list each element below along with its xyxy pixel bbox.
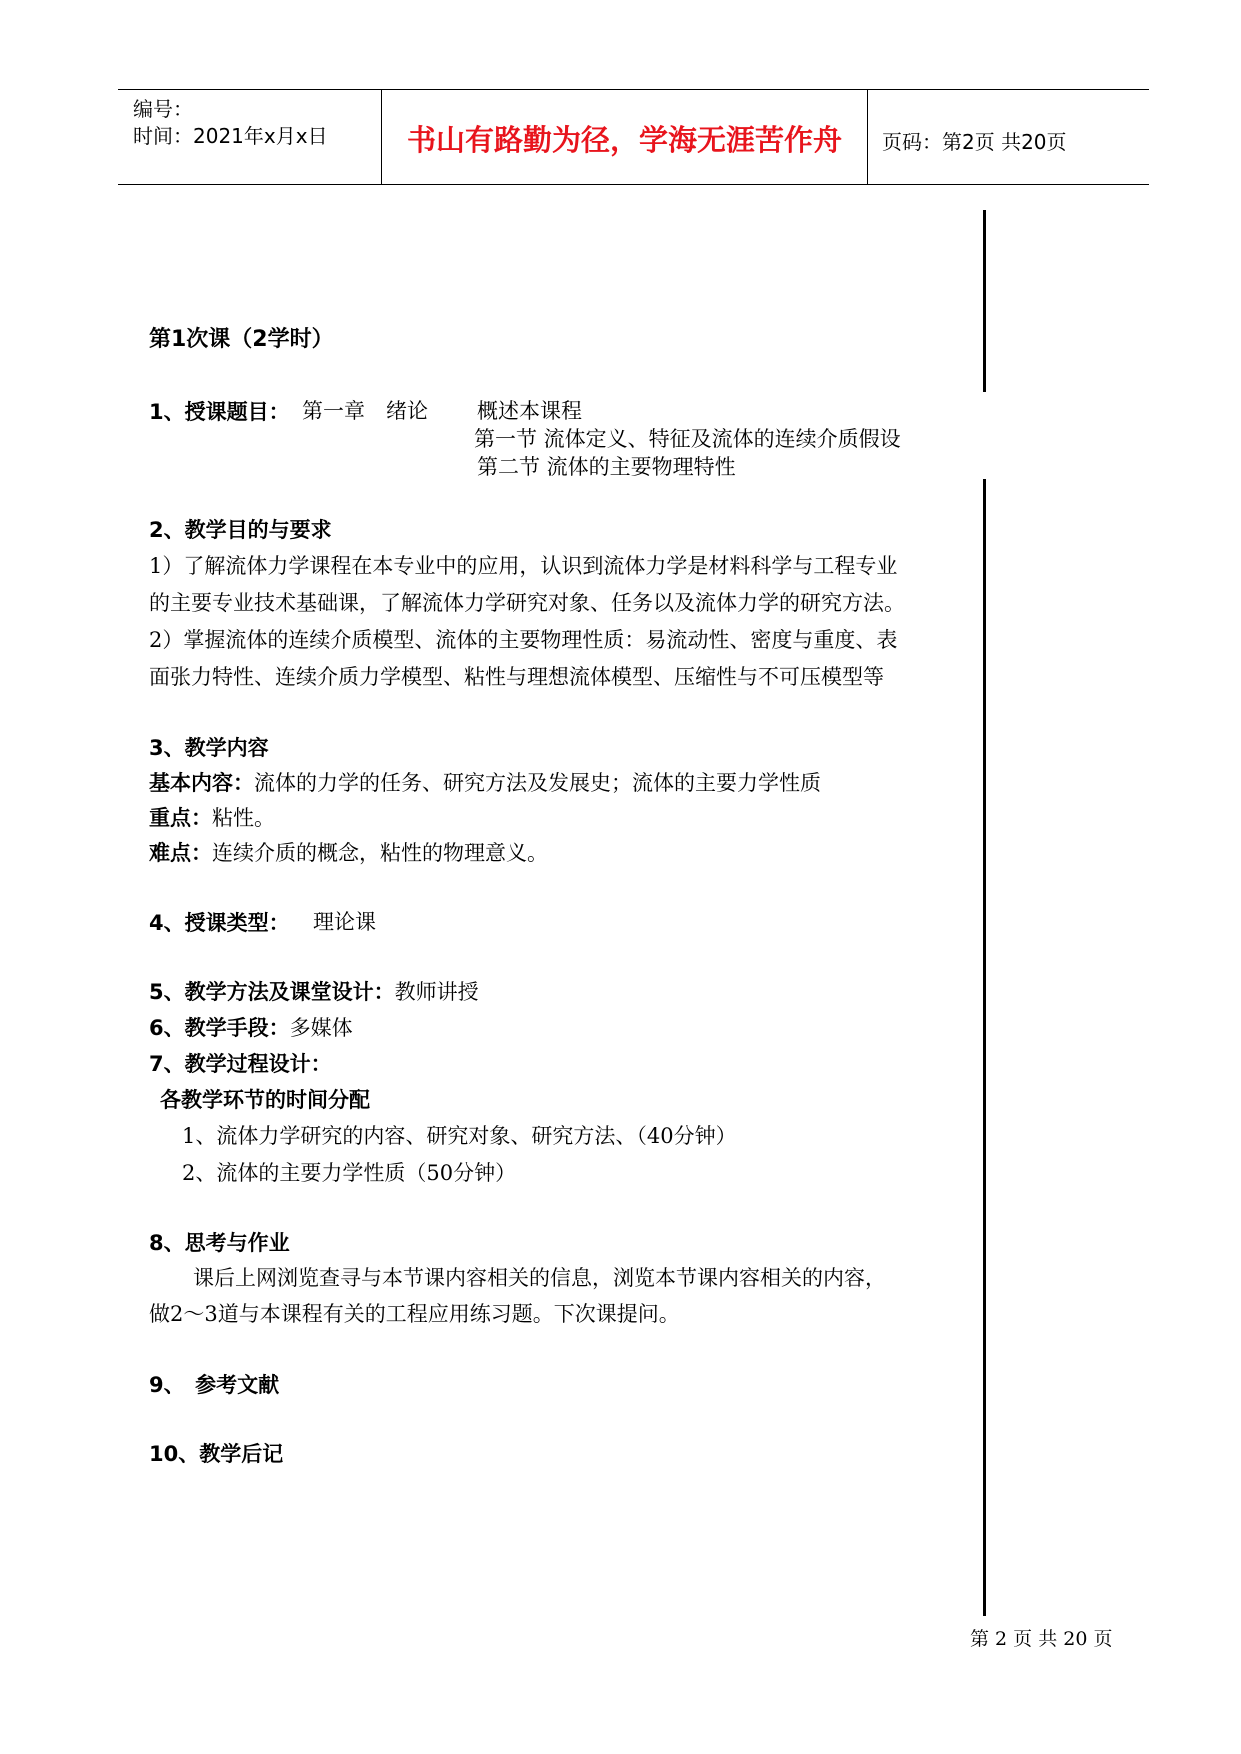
page-footer: 第 2 页 共 20 页 xyxy=(970,1628,1113,1650)
s7-item-2: 2、流体的主要力学性质（50分钟） xyxy=(182,1161,517,1185)
s1-heading: 1、授课题目： xyxy=(149,400,290,424)
s6 xyxy=(149,1012,353,1042)
header-meta-cell xyxy=(118,90,382,184)
s3-key-text: 粘性。 xyxy=(212,806,275,830)
number-label: 编号： xyxy=(133,97,193,121)
s8-line-1: 课后上网浏览查寻与本节课内容相关的信息，浏览本节课内容相关的内容， xyxy=(193,1266,886,1290)
s2-heading: 2、教学目的与要求 xyxy=(149,518,332,542)
s3-difficult xyxy=(149,837,548,867)
s7-sub: 各教学环节的时间分配 xyxy=(160,1088,370,1112)
margin-line-top xyxy=(983,210,986,392)
s2-line-4: 面张力特性、连续介质力学模型、粘性与理想流体模型、压缩性与不可压模型等 xyxy=(149,665,884,689)
s3-diff-label: 难点： xyxy=(149,841,212,865)
s5-heading: 5、教学方法及课堂设计： xyxy=(149,980,395,1004)
s5-value: 教师讲授 xyxy=(394,980,479,1004)
s3-basic-label: 基本内容： xyxy=(149,771,254,795)
s3-key xyxy=(149,802,275,832)
lesson-title: 第1次课（2学时） xyxy=(149,327,334,352)
s3-basic xyxy=(149,767,821,797)
s3-diff-text: 连续介质的概念，粘性的物理意义。 xyxy=(212,841,548,865)
time-label: 时间：2021年x月x日 xyxy=(133,124,328,148)
s7-item-1: 1、流体力学研究的内容、研究对象、研究方法、（40分钟） xyxy=(182,1124,737,1148)
s8-line-2: 做2～3道与本课程有关的工程应用练习题。下次课提问。 xyxy=(149,1302,680,1326)
s3-key-label: 重点： xyxy=(149,806,212,830)
motto: 书山有路勤为径，学海无涯苦作舟 xyxy=(406,123,842,157)
s7-heading: 7、教学过程设计： xyxy=(149,1052,332,1076)
s2-line-1: 1）了解流体力学课程在本专业中的应用，认识到流体力学是材料科学与工程专业 xyxy=(149,554,898,578)
s1-overview: 概述本课程 xyxy=(477,399,582,423)
s1-section-1: 第一节 流体定义、特征及流体的连续介质假设 xyxy=(474,427,901,451)
margin-line-main xyxy=(983,479,986,1616)
s2-line-3: 2）掌握流体的连续介质模型、流体的主要物理性质：易流动性、密度与重度、表 xyxy=(149,628,898,652)
s1-section-2: 第二节 流体的主要物理特性 xyxy=(477,455,736,479)
s5 xyxy=(149,976,479,1006)
s2-line-2: 的主要专业技术基础课，了解流体力学研究对象、任务以及流体力学的研究方法。 xyxy=(149,591,905,615)
s3-basic-text: 流体的力学的任务、研究方法及发展史；流体的主要力学性质 xyxy=(254,771,821,795)
s4-heading: 4、授课类型： xyxy=(149,911,290,935)
s1-chapter: 第一章 绪论 xyxy=(302,399,428,423)
s3-heading: 3、教学内容 xyxy=(149,736,269,760)
header-motto-cell xyxy=(382,90,868,184)
s6-heading: 6、教学手段： xyxy=(149,1016,290,1040)
s9-heading: 9、 参考文献 xyxy=(149,1373,280,1397)
s10-heading: 10、教学后记 xyxy=(149,1442,284,1466)
s6-value: 多媒体 xyxy=(289,1016,353,1040)
s4-value: 理论课 xyxy=(313,910,376,934)
s8-heading: 8、思考与作业 xyxy=(149,1231,290,1255)
page-header xyxy=(118,89,1149,185)
page-code: 页码：第2页 共20页 xyxy=(882,130,1067,154)
header-page-cell xyxy=(868,90,1149,184)
